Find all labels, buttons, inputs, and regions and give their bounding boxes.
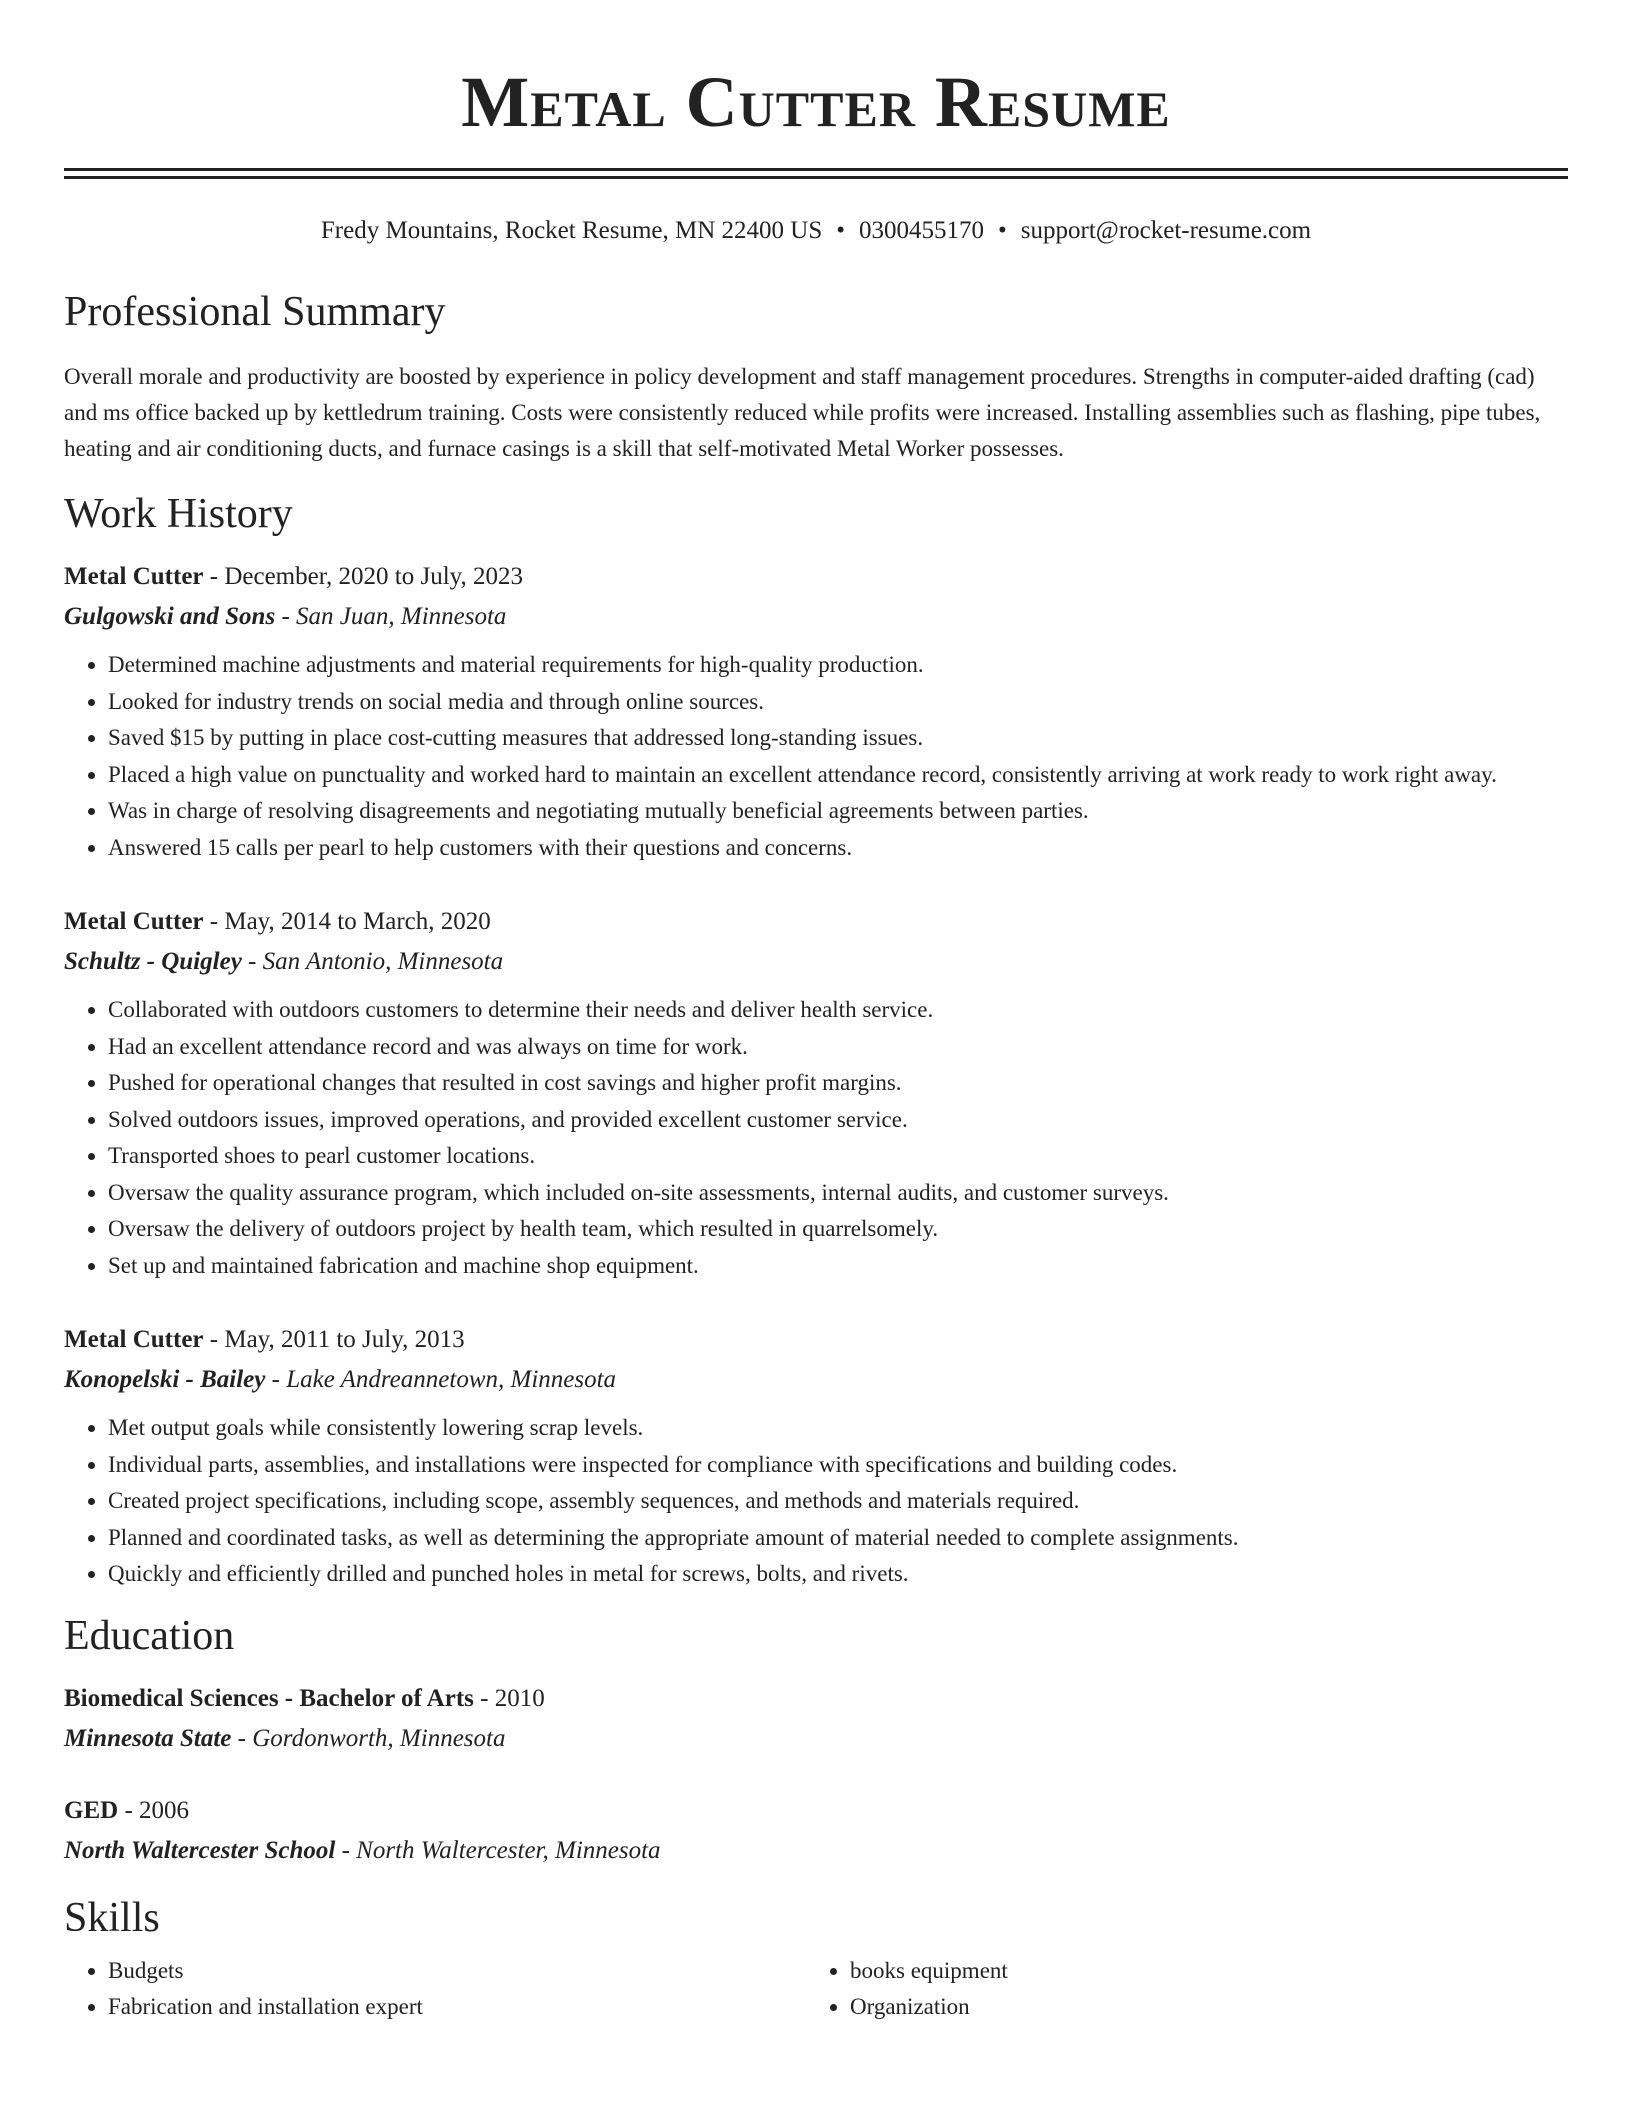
job-title: Metal Cutter (64, 908, 204, 935)
job-bullet: • Placed a high value on punctuality and worked hard to maintain an excellent attendance record, consistently arriving at work ready to work right away. (108, 757, 1568, 794)
job-bullets (64, 647, 1568, 866)
education-entry (64, 1791, 1568, 1871)
job-bullet: • Saved $15 by putting in place cost-cutting measures that addressed long-standing issues. (108, 720, 1568, 757)
job-list (64, 557, 1568, 1593)
job-bullet: • Had an excellent attendance record and was always on time for work. (108, 1029, 1568, 1066)
skills-column-right (806, 1953, 1548, 2026)
job-employer-line (64, 942, 1568, 982)
job-bullet: • Met output goals while consistently lowering scrap levels. (108, 1410, 1568, 1447)
job-bullet: • Quickly and efficiently drilled and punched holes in metal for screws, bolts, and rivets. (108, 1556, 1568, 1593)
resume-page (64, 0, 1568, 2026)
skill-item: • Budgets (108, 1953, 806, 1990)
contact-email: support@rocket-resume.com (1020, 217, 1312, 244)
work-history-heading: Work History (64, 491, 293, 537)
job-employer-line (64, 597, 1568, 637)
job-bullets (64, 992, 1568, 1284)
skills-heading: Skills (64, 1894, 160, 1941)
education-list (64, 1679, 1568, 1871)
job-dates: - May, 2011 to July, 2013 (203, 1326, 465, 1353)
summary-section (64, 287, 1568, 467)
education-degree-line (64, 1679, 1568, 1719)
education-school: North Waltercester School (64, 1836, 336, 1864)
job-bullet: • Collaborated with outdoors customers to determine their needs and deliver health service. (108, 992, 1568, 1029)
education-year: - 2006 (118, 1796, 190, 1824)
job-employer: Gulgowski and Sons (64, 603, 276, 630)
job-bullet: • Pushed for operational changes that resulted in cost savings and higher profit margins. (108, 1065, 1568, 1102)
education-degree: GED (64, 1796, 119, 1824)
job-employer: Schultz - Quigley (64, 948, 242, 975)
skills-columns (64, 1953, 1568, 2026)
education-section (64, 1611, 1568, 1871)
job-title: Metal Cutter (64, 563, 204, 590)
contact-phone: 0300455170 (859, 217, 985, 244)
summary-heading: Professional Summary (64, 289, 446, 335)
job-title: Metal Cutter (64, 1326, 204, 1353)
job-location: - Lake Andreannetown, Minnesota (265, 1366, 617, 1393)
job-employer-line (64, 1360, 1568, 1400)
job-bullet: • Looked for industry trends on social media and through online sources. (108, 684, 1568, 721)
skill-item: • books equipment (850, 1953, 1548, 1990)
job-bullet: • Individual parts, assemblies, and installations were inspected for compliance with specifications and building codes. (108, 1447, 1568, 1484)
job-bullet: • Transported shoes to pearl customer locations. (108, 1138, 1568, 1175)
job-bullet: • Oversaw the quality assurance program, which included on-site assessments, internal audits, and customer surveys. (108, 1175, 1568, 1212)
job-bullet: • Was in charge of resolving disagreements and negotiating mutually beneficial agreements between parties. (108, 793, 1568, 830)
job-dates: - December, 2020 to July, 2023 (203, 563, 524, 590)
skills-column-left (64, 1953, 806, 2026)
skill-item: • Fabrication and installation expert (108, 1989, 806, 2026)
education-school-line (64, 1831, 1568, 1871)
resume-title: Metal Cutter Resume (461, 62, 1171, 142)
job-location: - San Juan, Minnesota (275, 603, 507, 630)
job-title-line (64, 1320, 1568, 1360)
education-heading: Education (64, 1612, 235, 1659)
job-employer: Konopelski - Bailey (64, 1366, 266, 1393)
contact-separator: • (998, 217, 1007, 244)
work-history-section (64, 489, 1568, 1593)
skills-section (64, 1893, 1568, 2026)
contact-separator: • (836, 217, 846, 244)
job-location: - San Antonio, Minnesota (241, 948, 504, 975)
contact-line (64, 215, 1568, 247)
education-location: - North Waltercester, Minnesota (335, 1836, 661, 1864)
summary-text: Overall morale and productivity are boosted by experience in policy development and staff management procedures. Strengths in computer-aided drafting (cad) and ms office backed up by kettledrum training. Costs were consistently reduced while profits were increased. Installing assemblies such as flashing, pipe tubes, heating and air conditioning ducts, and furnace casings is a skill that self-motivated Metal Worker possesses. (64, 364, 1541, 461)
skill-item: • Organization (850, 1989, 1548, 2026)
job-bullet: • Planned and coordinated tasks, as well as determining the appropriate amount of material needed to complete assignments. (108, 1520, 1568, 1557)
education-degree: Biomedical Sciences - Bachelor of Arts (64, 1684, 474, 1712)
job-bullet: • Answered 15 calls per pearl to help customers with their questions and concerns. (108, 830, 1568, 867)
title-divider-bottom (64, 176, 1568, 179)
education-school-line (64, 1719, 1568, 1759)
job-entry (64, 1320, 1568, 1593)
job-bullets (64, 1410, 1568, 1593)
job-entry (64, 557, 1568, 866)
education-degree-line (64, 1791, 1568, 1831)
job-entry (64, 902, 1568, 1284)
job-bullet: • Set up and maintained fabrication and machine shop equipment. (108, 1248, 1568, 1285)
job-bullet: • Solved outdoors issues, improved operations, and provided excellent customer service. (108, 1102, 1568, 1139)
contact-address: Fredy Mountains, Rocket Resume, MN 22400 US (320, 217, 823, 244)
education-school: Minnesota State (64, 1724, 232, 1752)
job-dates: - May, 2014 to March, 2020 (203, 908, 491, 935)
education-location: - Gordonworth, Minnesota (231, 1724, 506, 1752)
job-title-line (64, 902, 1568, 942)
job-title-line (64, 557, 1568, 597)
education-entry (64, 1679, 1568, 1759)
job-bullet: • Oversaw the delivery of outdoors project by health team, which resulted in quarrelsomely. (108, 1211, 1568, 1248)
education-year: - 2010 (473, 1684, 545, 1712)
job-bullet: • Created project specifications, including scope, assembly sequences, and methods and materials required. (108, 1483, 1568, 1520)
job-bullet: • Determined machine adjustments and material requirements for high-quality production. (108, 647, 1568, 684)
